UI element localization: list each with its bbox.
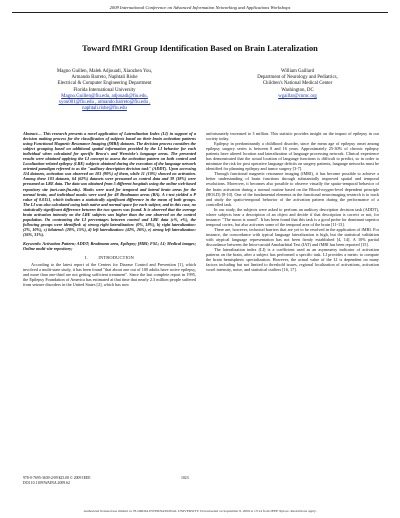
keywords-text: Activation Pattern; ADDT; Brodmann area, Epilepsy; fMRI; FSL; LI; Medical images; Online multi-site repository; — [23, 240, 196, 252]
paragraph: Epilepsy in predominantly a childhood disorder, since the mean age of epilepsy onset among epilepsy surgery series is between 8 and 16 years. Approximately 25-30% of chronic epilepsy patients have altered location and lateralization of language processing network. Clinical experience has demonstrated that the actual location of language functions is difficult to predict, so in order to minimize the risk for post operative language deficits on surgery patients, language networks must be identified for planning epilepsy and tumor surgery [3-7]. — [206, 141, 379, 172]
abstract-text: This research presents a novel application of Lateralization Index (LI) in support of a decision making process for the classification of subjects based on their brain activation patterns using Functional Magnetic Resonance Imaging (fMRI) datasets. The decision process considers the subject grouping based on additional spatial information provided by the LI behavior for each individual when calculated for specific Broca's and Wernicke's language areas. The presented results were obtained applying the LI concept to assess the activation pattern on both control and Localization-related epilepsy (LRE) subjects obtained during the execution of the language network oriented paradigm referred to as the "auditory description decision task" (ADDT). Upon accessing 114 datasets, activation was observed on 103 (90%) of them, while 11 (10%) showed no activation. Among these 103 datasets, 64 (62%) datasets were presumed as control data and 39 (38%) were presumed as LRE data. The data was obtained from 5 different hospitals using the online web-based repository site (mri.cate.fiu.edu). Masks were used for temporal and lateral brain areas for the normal brain, and individual masks were used for 48 Brodmann areas (BA). A t-test yielded a P value of 0.0151, which indicates a statistically significant difference in the mean of both groups. The LI was also calculated using both native and normal space for each subject, and in this case, no statistically significant difference between the two spaces was found. It is observed that the average brain activation intensity on the LRE subjects was higher than the one observed on the control population. On contrasting the LI percentages between control and LRE data (c%, e%), the following groups were identified: a) strong right lateralization: (0%, 18%), b) right lateralization: (2%, 10%), c) bilateral: (20%, 15%), d) left lateralization: (42%, 26%), e) strong left lateralization: (36%, 31%). — [23, 131, 196, 237]
author-email-link[interactable]: Magno.Guillen@fiu.edu, adjouadi@fiu.edu, — [61, 93, 148, 99]
keywords — [23, 241, 196, 251]
author-department: Electrical & Computer Engineering Department — [57, 81, 152, 87]
paragraph: In our study, the subjects were asked to perform an auditory description decision task (ADDT), where subjects hear a description of an object and decide if that description is correct or not, for instance: "The moon is round". It has been found that this task is a good probe for dominant superior temporal cortex, but also activates some of the temporal area of the brain [11-13]. — [206, 206, 379, 227]
paragraph: The lateralization index (LI) is a coefficient used as an asymmetry indicator of activation patterns on the brain, after a subject has performed a specific task. LI provides a metric to compute the brain hemispheric specialization. However, the actual value of the LI is dependent on many factors including but not limited to threshold issues, regional localization of activations, activation voxel intensity, noise, and statistical outliers [16, 17]. — [206, 247, 379, 273]
footer-doi: DOI 10.1109/WAINA.2009.62 — [23, 480, 70, 485]
authorized-use-notice: Authorized licensed use limited to: FLORIDA INTERNATIONAL UNIVERSITY. Downloaded on September 8, 2009 at 13:14 from IEEE Xplore. Restrictions apply. — [83, 509, 317, 513]
paragraph: There are, however, technical barriers that are yet to be resolved in the application of fMRI. For instance, the concordance with typical language lateralization is high, but the statistical validation with atypical language representation has not been firmly established [4, 14]. A 10% partial discordance between the Intra-carotid Amobarbital Test (IAT) and fMRI has been reported [15]. — [206, 226, 379, 248]
abstract-label: Abstract— — [23, 131, 42, 136]
section-heading-introduction: I. INTRODUCTION — [85, 255, 134, 261]
author-names-2: Armando Barreto, Naphtali Rishe — [71, 75, 138, 81]
author-email-link[interactable]: xyou001@fiu.edu , armando.barreto@fiu.edu , — [58, 100, 151, 106]
author-institution: Children's National Medical Center — [262, 81, 333, 87]
footer-isbn: 978-0-7695-3639-2/09 $25.00 © 2009 IEEE — [23, 476, 91, 480]
author-names: Magno Guillen, Malek Adjouadi, Xiaozhen You, — [56, 69, 153, 74]
keywords-label: Keywords: — [23, 240, 42, 246]
author-institution: Florida International University — [73, 87, 136, 93]
header-rule — [12, 12, 388, 13]
author-department: Department of Neurology and Pediatrics, — [257, 75, 338, 81]
author-email-link[interactable]: wgaillar@cnmc.org — [278, 93, 317, 99]
left-column — [23, 131, 196, 287]
author-email-link[interactable]: naphtali.rishe@fiu.edu — [82, 106, 127, 112]
footer-copyright — [23, 476, 91, 485]
paragraph: unfortunately increased to 3 million. This statistic provides insight on the impact of epilepsy in our society today. — [206, 131, 379, 142]
author-city: Washington, DC — [281, 87, 314, 93]
paper-title: Toward fMRI Group Identification Based on Brain Lateralization — [82, 44, 318, 53]
abstract — [23, 131, 196, 237]
conference-header: 2009 International Conference on Advanced Information Networking and Applications Workshops — [109, 5, 291, 10]
page-number: 1023 — [181, 476, 189, 480]
author-block-left — [22, 69, 187, 112]
right-column — [206, 131, 379, 272]
author-block-right — [215, 69, 380, 100]
author-names: William Gaillard — [280, 69, 315, 74]
paragraph: Through functional magnetic resonance imaging (fMRI), it has become possible to achieve a better understanding of brain functions through substantially improved spatial and temporal resolutions. Moreover, it becomes also possible to observe visually the spatio-temporal behavior of the brain activation during a normal routine based on the Blood-oxygen-level dependent principle (BOLD) [8-10]. One of the fundamental elements in the functional neuroimaging research is to track and study the spatio-temporal behavior of the activation pattern during the performance of a controlled task. — [206, 171, 379, 207]
paragraph: According to the latest report of the Centers for Disease Control and Prevention [1], which involved a multi-state study, it has been found "that about one out of 100 adults have active epilepsy, and more than one-third are not getting sufficient treatment". Since the last complete report in 1995, the Epilepsy Foundation of America has estimated at that time that nearly 2.3 million people suffered from seizure disorders in the United States [2], which has now — [23, 262, 196, 288]
